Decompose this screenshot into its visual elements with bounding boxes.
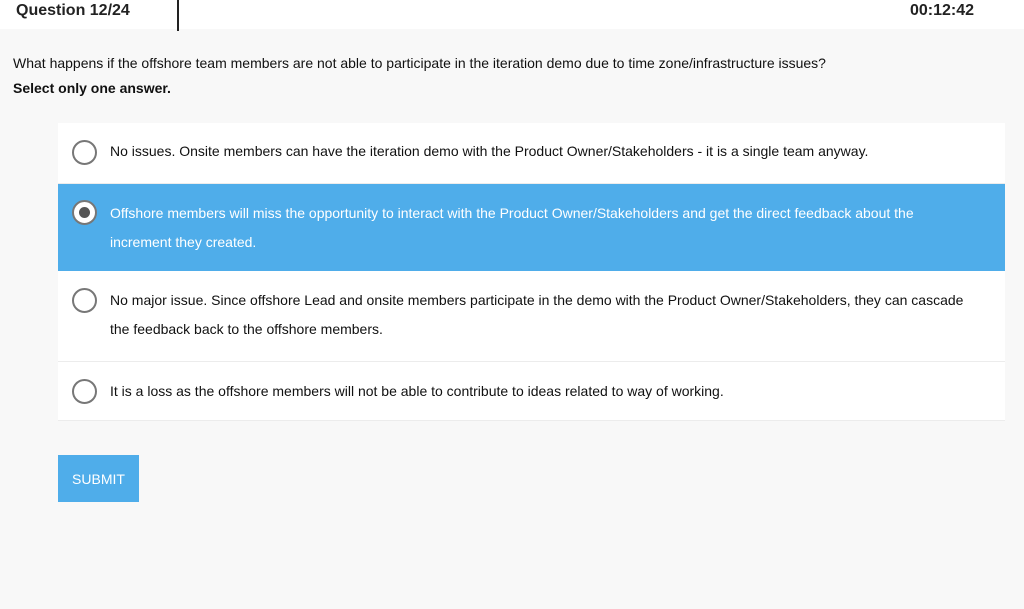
answer-instruction: Select only one answer.: [13, 80, 171, 96]
header-divider: [177, 0, 179, 31]
radio-button-icon[interactable]: [72, 200, 97, 225]
answer-options: [58, 123, 1005, 421]
answer-option-label: Offshore members will miss the opportunity to interact with the Product Owner/Stakeholders and get the direct feedback about the increment they created.: [110, 205, 914, 250]
answer-option-label: It is a loss as the offshore members will not be able to contribute to ideas related to way of working.: [110, 383, 724, 399]
answer-option-3[interactable]: [58, 271, 1005, 362]
radio-button-icon[interactable]: [72, 288, 97, 313]
answer-option-2[interactable]: [58, 184, 1005, 271]
submit-button[interactable]: SUBMIT: [58, 455, 139, 502]
radio-button-icon[interactable]: [72, 379, 97, 404]
question-counter: Question 12/24: [16, 2, 130, 19]
countdown-timer: 00:12:42: [909, 2, 974, 19]
question-text: What happens if the offshore team members are not able to participate in the iteration demo due to time zone/infrastructure issues?: [13, 55, 826, 71]
answer-option-label: No issues. Onsite members can have the iteration demo with the Product Owner/Stakeholders - it is a single team anyway.: [110, 143, 869, 159]
answer-option-label: No major issue. Since offshore Lead and onsite members participate in the demo with the Product Owner/Stakeholders, they can cascade the feedback back to the offshore members.: [110, 292, 964, 337]
answer-option-4[interactable]: [58, 362, 1005, 421]
answer-option-1[interactable]: [58, 123, 1005, 184]
top-bar: [0, 0, 1024, 29]
radio-button-icon[interactable]: [72, 140, 97, 165]
